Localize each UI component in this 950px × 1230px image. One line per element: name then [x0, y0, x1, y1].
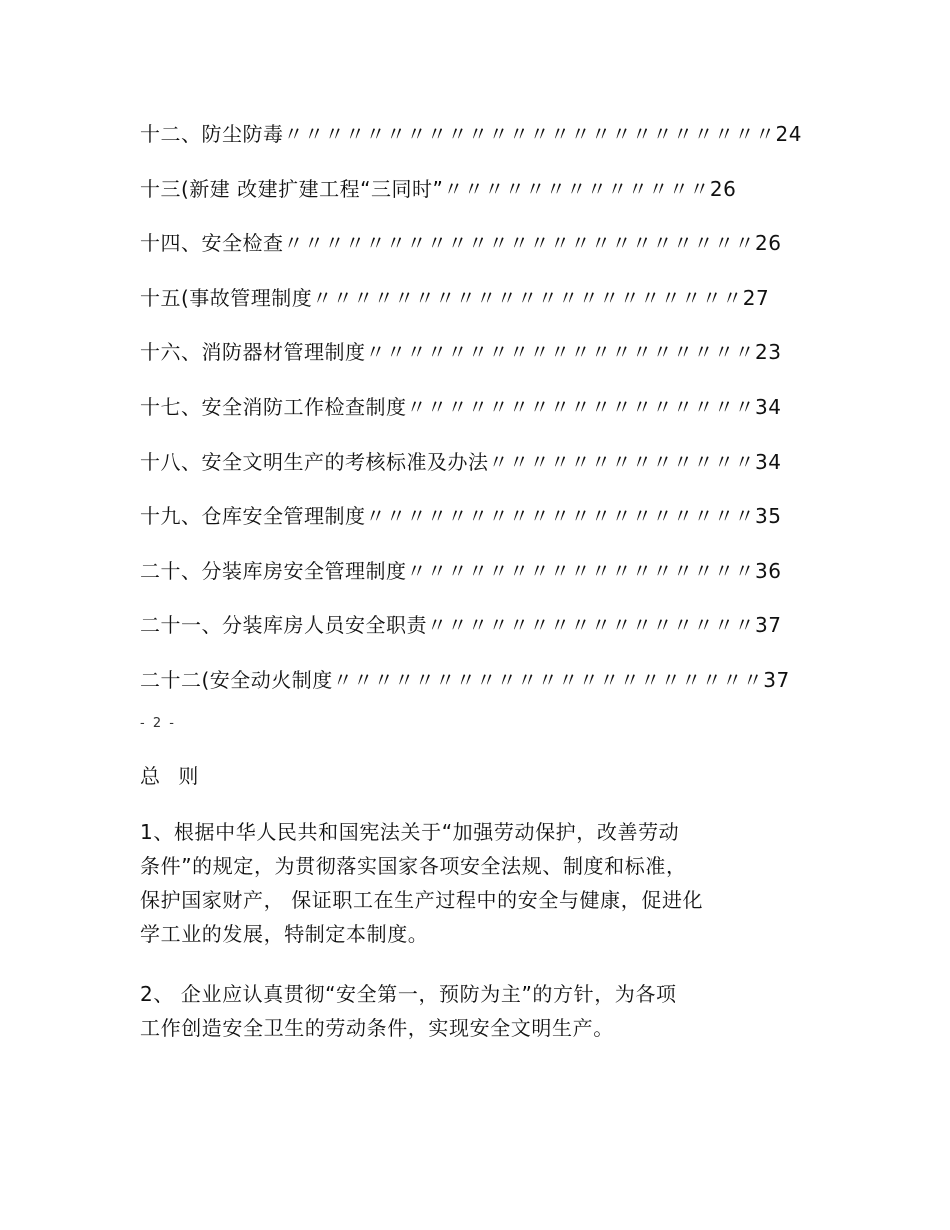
toc-entry: 十五(事故管理制度〃〃〃〃〃〃〃〃〃〃〃〃〃〃〃〃〃〃〃〃〃27 [140, 285, 770, 310]
paragraph-line: 工作创造安全卫生的劳动条件，实现安全文明生产。 [140, 1016, 614, 1040]
paragraph-line: 2、 企业应认真贯彻“安全第一，预防为主”的方针，为各项 [140, 982, 677, 1006]
paragraph [140, 815, 820, 951]
toc-entry: 十二、防尘防毒〃〃〃〃〃〃〃〃〃〃〃〃〃〃〃〃〃〃〃〃〃〃〃〃24 [140, 122, 802, 146]
toc-entry: 十九、仓库安全管理制度〃〃〃〃〃〃〃〃〃〃〃〃〃〃〃〃〃〃〃35 [140, 504, 782, 529]
toc-entry: 十三(新建 改建扩建工程“三同时”〃〃〃〃〃〃〃〃〃〃〃〃〃26 [140, 176, 737, 201]
paragraph-line: 学工业的发展，特制定本制度。 [140, 922, 429, 946]
toc-entry: 十七、安全消防工作检查制度〃〃〃〃〃〃〃〃〃〃〃〃〃〃〃〃〃34 [140, 394, 782, 419]
section-heading: 总 则 [140, 764, 205, 788]
toc-entry: 二十一、分装库房人员安全职责〃〃〃〃〃〃〃〃〃〃〃〃〃〃〃〃37 [140, 613, 782, 638]
table-of-contents [140, 117, 840, 718]
paragraph-line: 条件”的规定，为贯彻落实国家各项安全法规、制度和标准， [140, 854, 687, 878]
toc-entry: 十八、安全文明生产的考核标准及办法〃〃〃〃〃〃〃〃〃〃〃〃〃34 [140, 449, 782, 474]
paragraph-line: 保护国家财产， 保证职工在生产过程中的安全与健康，促进化 [140, 888, 704, 912]
toc-entry: 二十、分装库房安全管理制度〃〃〃〃〃〃〃〃〃〃〃〃〃〃〃〃〃36 [140, 558, 782, 583]
toc-entry: 十六、消防器材管理制度〃〃〃〃〃〃〃〃〃〃〃〃〃〃〃〃〃〃〃23 [140, 340, 782, 365]
page-number: - 2 - [140, 716, 176, 731]
toc-entry: 十四、安全检查〃〃〃〃〃〃〃〃〃〃〃〃〃〃〃〃〃〃〃〃〃〃〃26 [140, 231, 782, 256]
paragraph [140, 977, 820, 1045]
paragraph-line: 1、根据中华人民共和国宪法关于“加强劳动保护，改善劳动 [140, 820, 680, 844]
toc-entry: 二十二(安全动火制度〃〃〃〃〃〃〃〃〃〃〃〃〃〃〃〃〃〃〃〃〃37 [140, 667, 790, 692]
